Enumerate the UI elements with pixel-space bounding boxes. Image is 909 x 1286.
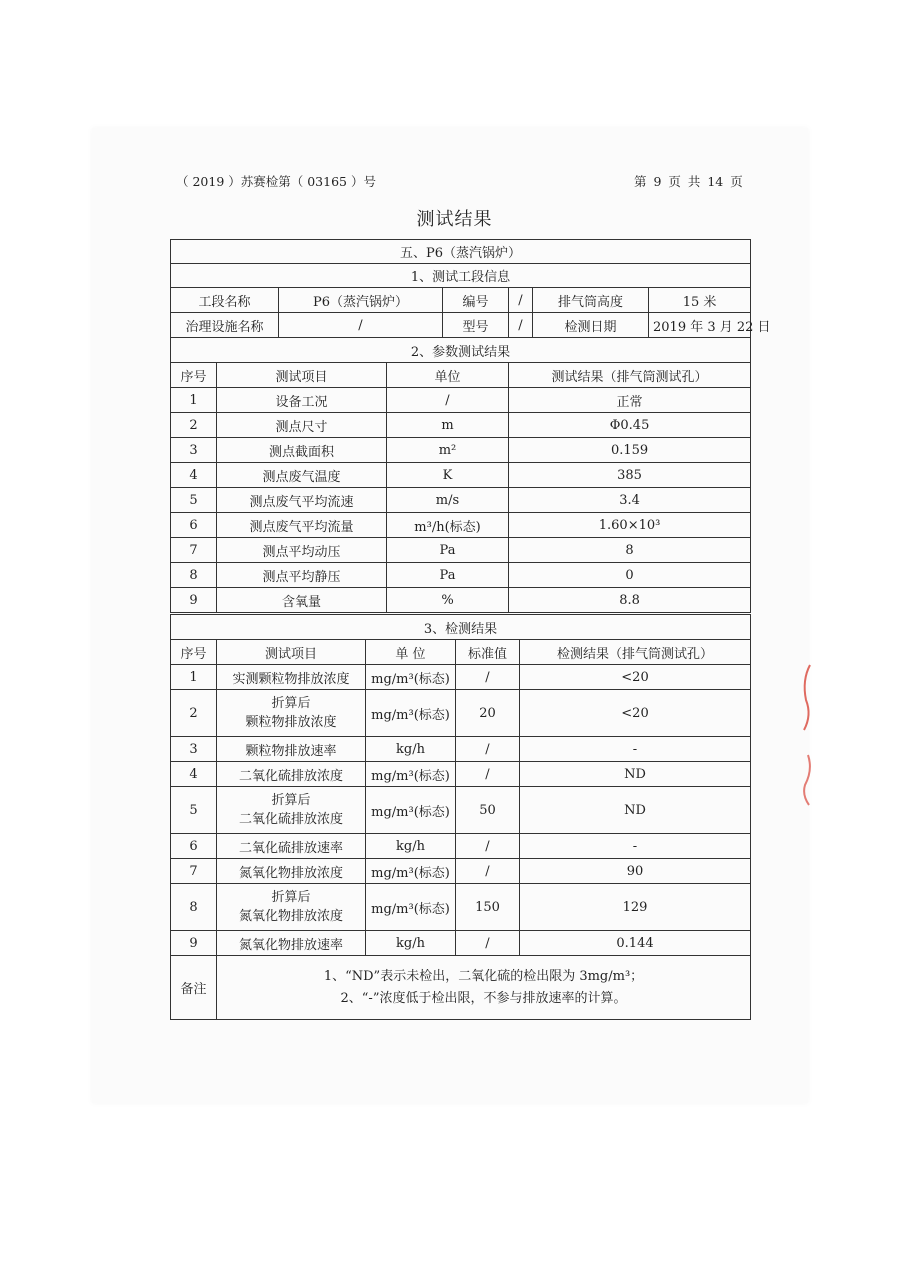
detect-item: 二氧化硫排放浓度 <box>217 762 366 787</box>
detect-result: 90 <box>520 859 751 884</box>
info-value: 15 米 <box>649 288 751 313</box>
detect-row <box>171 787 751 834</box>
detect-result: 0.144 <box>520 931 751 956</box>
detect-unit: kg/h <box>366 834 456 859</box>
param-row <box>171 563 751 588</box>
param-row <box>171 513 751 538</box>
row-index: 2 <box>171 690 217 737</box>
detect-item: 折算后 颗粒物排放浓度 <box>217 690 366 737</box>
param-result: 正常 <box>509 388 751 413</box>
param-result: 1.60×10³ <box>509 513 751 538</box>
param-unit: m <box>387 413 509 438</box>
detect-result: <20 <box>520 665 751 690</box>
param-row <box>171 488 751 513</box>
row-index: 1 <box>171 388 217 413</box>
page-title: 测试结果 <box>416 209 493 230</box>
detect-unit: kg/h <box>366 931 456 956</box>
detect-standard: / <box>456 665 520 690</box>
params-heading: 2、参数测试结果 <box>171 338 751 363</box>
param-result: 0 <box>509 563 751 588</box>
detect-row <box>171 665 751 690</box>
detect-unit: mg/m³(标态) <box>366 665 456 690</box>
seal-stamp-fragment <box>800 660 814 810</box>
detect-unit: mg/m³(标态) <box>366 859 456 884</box>
row-index: 8 <box>171 563 217 588</box>
detect-item: 实测颗粒物排放浓度 <box>217 665 366 690</box>
detect-result: - <box>520 737 751 762</box>
param-item: 测点废气温度 <box>217 463 387 488</box>
parameter-table <box>170 239 771 613</box>
param-result: 8 <box>509 538 751 563</box>
remarks-label: 备注 <box>171 956 217 1020</box>
param-item: 测点平均静压 <box>217 563 387 588</box>
row-index: 9 <box>171 588 217 613</box>
param-unit: m³/h(标态) <box>387 513 509 538</box>
param-result: Φ0.45 <box>509 413 751 438</box>
info-key: 检测日期 <box>533 313 649 338</box>
detect-row <box>171 834 751 859</box>
param-item: 设备工况 <box>217 388 387 413</box>
detect-item: 二氧化硫排放速率 <box>217 834 366 859</box>
detect-row <box>171 859 751 884</box>
detect-standard: / <box>456 762 520 787</box>
info-value: P6（蒸汽锅炉） <box>279 288 443 313</box>
detection-table <box>170 614 751 1020</box>
section-heading: 五、P6（蒸汽锅炉） <box>171 240 751 264</box>
info-value: / <box>279 313 443 338</box>
param-row <box>171 438 751 463</box>
row-index: 6 <box>171 513 217 538</box>
column-header: 测试项目 <box>217 363 387 388</box>
row-index: 3 <box>171 438 217 463</box>
param-unit: K <box>387 463 509 488</box>
row-index: 4 <box>171 762 217 787</box>
param-unit: / <box>387 388 509 413</box>
report-number: （ 2019 ）苏赛检第（ 03165 ）号 <box>176 174 376 189</box>
info-heading: 1、测试工段信息 <box>171 264 751 288</box>
param-unit: m² <box>387 438 509 463</box>
param-unit: Pa <box>387 538 509 563</box>
detect-result: ND <box>520 762 751 787</box>
row-index: 5 <box>171 488 217 513</box>
detect-heading: 3、检测结果 <box>171 615 751 640</box>
remark-line: 2、“-”浓度低于检出限，不参与排放速率的计算。 <box>340 990 627 1006</box>
detect-standard: 20 <box>456 690 520 737</box>
param-unit: m/s <box>387 488 509 513</box>
detect-standard: 50 <box>456 787 520 834</box>
column-header: 单 位 <box>366 640 456 665</box>
row-index: 3 <box>171 737 217 762</box>
column-header: 测试结果（排气筒测试孔） <box>509 363 751 388</box>
detect-standard: / <box>456 737 520 762</box>
detect-item: 折算后 氮氧化物排放浓度 <box>217 884 366 931</box>
info-key: 型号 <box>443 313 509 338</box>
info-key: 排气筒高度 <box>533 288 649 313</box>
info-key: 编号 <box>443 288 509 313</box>
row-index: 7 <box>171 859 217 884</box>
detect-row <box>171 762 751 787</box>
detect-result: 129 <box>520 884 751 931</box>
page-indicator: 第 9 页 共 14 页 <box>634 174 743 189</box>
column-header: 检测结果（排气筒测试孔） <box>520 640 751 665</box>
detect-result: ND <box>520 787 751 834</box>
info-key: 治理设施名称 <box>171 313 279 338</box>
detect-standard: / <box>456 931 520 956</box>
param-item: 测点截面积 <box>217 438 387 463</box>
info-value: 2019 年 3 月 22 日 <box>649 313 751 338</box>
column-header: 单位 <box>387 363 509 388</box>
detect-unit: kg/h <box>366 737 456 762</box>
row-index: 6 <box>171 834 217 859</box>
param-result: 8.8 <box>509 588 751 613</box>
detect-unit: mg/m³(标态) <box>366 762 456 787</box>
row-index: 1 <box>171 665 217 690</box>
detect-row <box>171 690 751 737</box>
remarks-content <box>217 956 751 1020</box>
param-item: 含氧量 <box>217 588 387 613</box>
column-header: 标准值 <box>456 640 520 665</box>
param-result: 0.159 <box>509 438 751 463</box>
row-index: 2 <box>171 413 217 438</box>
column-header: 序号 <box>171 363 217 388</box>
detect-result: - <box>520 834 751 859</box>
param-unit: Pa <box>387 563 509 588</box>
info-value: / <box>509 288 533 313</box>
param-row <box>171 388 751 413</box>
detect-row <box>171 931 751 956</box>
param-result: 3.4 <box>509 488 751 513</box>
detect-standard: 150 <box>456 884 520 931</box>
param-item: 测点废气平均流速 <box>217 488 387 513</box>
row-index: 8 <box>171 884 217 931</box>
param-row <box>171 463 751 488</box>
row-index: 4 <box>171 463 217 488</box>
info-value: / <box>509 313 533 338</box>
remark-line: 1、“ND”表示未检出，二氧化硫的检出限为 3mg/m³； <box>323 968 644 984</box>
detect-row <box>171 884 751 931</box>
detect-item: 氮氧化物排放浓度 <box>217 859 366 884</box>
column-header: 序号 <box>171 640 217 665</box>
row-index: 9 <box>171 931 217 956</box>
param-result: 385 <box>509 463 751 488</box>
param-row <box>171 413 751 438</box>
detect-standard: / <box>456 834 520 859</box>
param-row <box>171 538 751 563</box>
param-row <box>171 588 751 613</box>
detect-item: 折算后 二氧化硫排放浓度 <box>217 787 366 834</box>
row-index: 5 <box>171 787 217 834</box>
detect-standard: / <box>456 859 520 884</box>
detect-unit: mg/m³(标态) <box>366 884 456 931</box>
detect-unit: mg/m³(标态) <box>366 690 456 737</box>
column-header: 测试项目 <box>217 640 366 665</box>
param-unit: % <box>387 588 509 613</box>
row-index: 7 <box>171 538 217 563</box>
param-item: 测点尺寸 <box>217 413 387 438</box>
info-key: 工段名称 <box>171 288 279 313</box>
detect-item: 氮氧化物排放速率 <box>217 931 366 956</box>
param-item: 测点平均动压 <box>217 538 387 563</box>
detect-item: 颗粒物排放速率 <box>217 737 366 762</box>
detect-result: <20 <box>520 690 751 737</box>
detect-unit: mg/m³(标态) <box>366 787 456 834</box>
param-item: 测点废气平均流量 <box>217 513 387 538</box>
detect-row <box>171 737 751 762</box>
